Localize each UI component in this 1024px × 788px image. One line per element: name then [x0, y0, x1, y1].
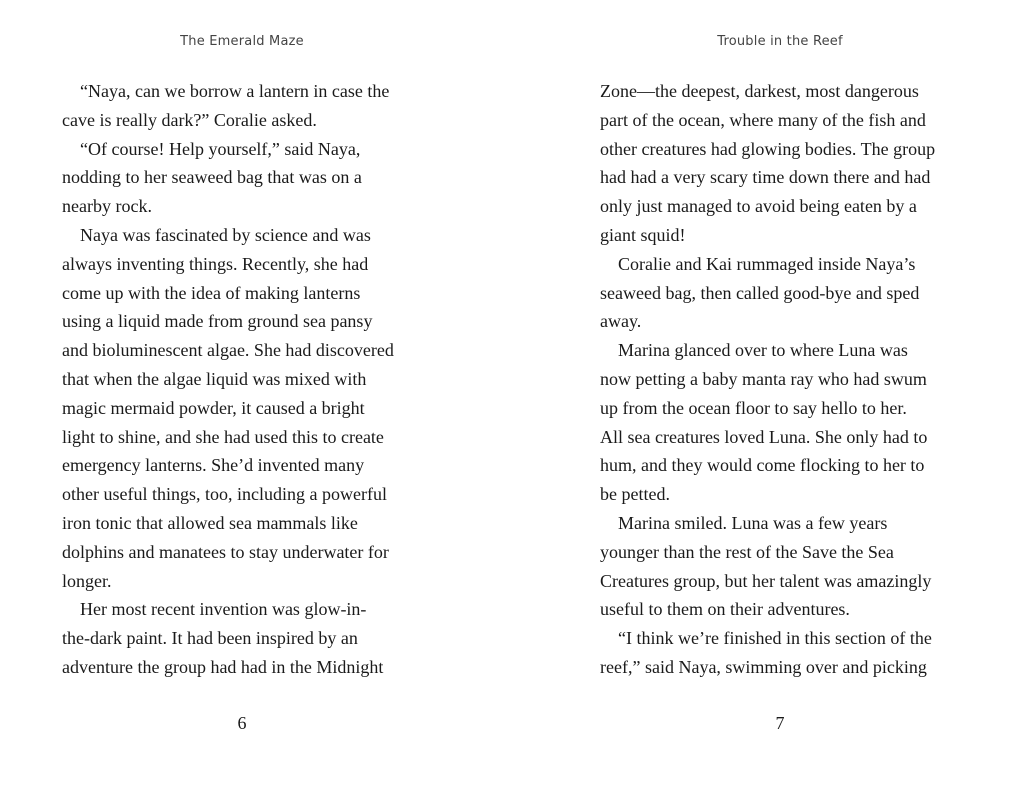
text-line: Naya was fascinated by science and was [80, 224, 371, 245]
text-line: All sea creatures loved Luna. She only had to [600, 426, 928, 447]
text-line: Marina glanced over to where Luna was [618, 340, 908, 361]
text-line: cave is really dark?” Coralie asked. [62, 109, 317, 130]
page-number-right: 7 [775, 713, 785, 733]
text-line: adventure the group had had in the Midnight [62, 656, 384, 677]
text-line: giant squid! [600, 224, 686, 245]
text-line: nearby rock. [62, 196, 152, 217]
text-line: part of the ocean, where many of the fish and [600, 109, 926, 130]
text-line: Coralie and Kai rummaged inside Naya’s [618, 253, 916, 274]
text-line: “Naya, can we borrow a lantern in case the [80, 81, 390, 101]
page-number-left: 6 [237, 713, 247, 733]
text-line: that when the algae liquid was mixed with [62, 368, 367, 389]
text-line: always inventing things. Recently, she had [62, 253, 369, 274]
text-line: seaweed bag, then called good-bye and sped [600, 282, 920, 303]
text-line: nodding to her seaweed bag that was on a [62, 167, 362, 188]
text-line: the-dark paint. It had been inspired by an [62, 628, 358, 649]
text-line: useful to them on their adventures. [600, 599, 850, 620]
text-line: only just managed to avoid being eaten by a [600, 196, 917, 217]
right-page-body [600, 77, 960, 682]
right-page [600, 0, 960, 788]
left-page [62, 0, 422, 788]
text-line: Marina smiled. Luna was a few years [618, 512, 888, 533]
text-line: light to shine, and she had used this to create [62, 426, 384, 447]
text-line: “Of course! Help yourself,” said Naya, [80, 138, 361, 159]
text-line: iron tonic that allowed sea mammals like [62, 512, 358, 533]
text-line: up from the ocean floor to say hello to her. [600, 397, 907, 418]
text-line: Her most recent invention was glow-in- [80, 599, 367, 620]
text-line: younger than the rest of the Save the Sea [600, 541, 894, 562]
text-line: had had a very scary time down there and had [600, 167, 931, 188]
text-line: emergency lanterns. She’d invented many [62, 455, 365, 476]
text-line: away. [600, 311, 642, 332]
text-line: be petted. [600, 484, 670, 505]
text-line: reef,” said Naya, swimming over and picking [600, 656, 927, 677]
text-line: Creatures group, but her talent was amazingly [600, 570, 932, 591]
text-line: other useful things, too, including a powerful [62, 484, 387, 505]
text-line: magic mermaid powder, it caused a bright [62, 397, 365, 418]
left-page-body [62, 77, 422, 682]
running-head-right: Trouble in the Reef [717, 34, 843, 49]
text-line: longer. [62, 570, 112, 591]
text-line: Zone—the deepest, darkest, most dangerous [600, 81, 919, 101]
text-line: “I think we’re finished in this section of the [618, 628, 932, 649]
text-line: come up with the idea of making lanterns [62, 282, 361, 303]
text-line: other creatures had glowing bodies. The group [600, 138, 936, 159]
text-line: using a liquid made from ground sea pansy [62, 311, 373, 332]
text-line: now petting a baby manta ray who had swum [600, 368, 927, 389]
running-head-left: The Emerald Maze [180, 34, 304, 49]
text-line: dolphins and manatees to stay underwater for [62, 541, 389, 562]
text-line: hum, and they would come flocking to her to [600, 455, 925, 476]
text-line: and bioluminescent algae. She had discovered [62, 340, 394, 361]
